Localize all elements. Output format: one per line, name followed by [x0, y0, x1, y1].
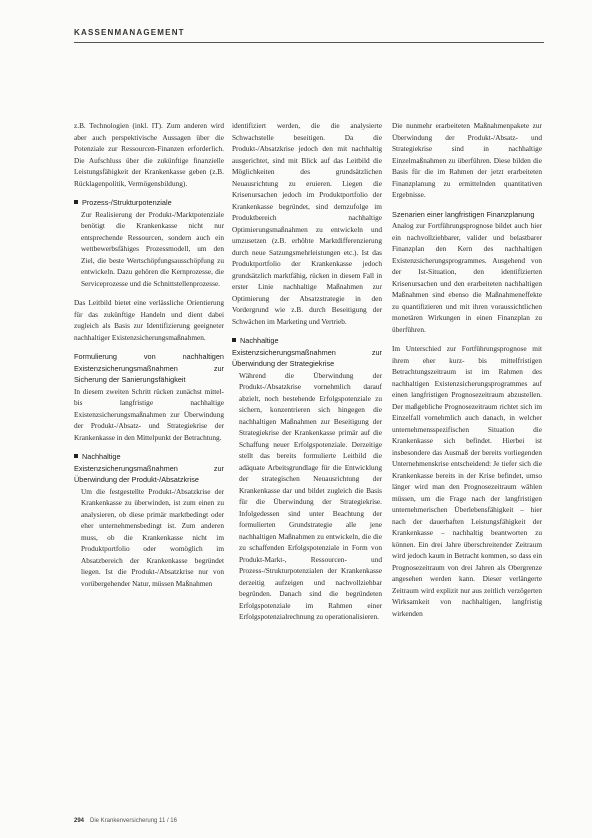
bullet-item	[74, 197, 224, 289]
bullet-item	[232, 335, 382, 623]
paragraph: Analog zur Fortführungsprognose bildet auch hier ein nachvollziehbarer, valider und belastbarer Finanzplan den Kern des nachhaltigen Existenzsicherungsprogrammes. Ausgehend von der Ist-Situation, den identifizierten Krisenursachen und den erarbeiteten nachhaltigen Maßnahmen sind ebenso die Maßnahmeneffekte zu quantifizieren und mit ihren voraussichtlichen monetären Wirkungen in einen Finanzplan zu überführen.	[392, 221, 542, 334]
bullet-title: Prozess-/Strukturpotenziale	[82, 198, 172, 207]
paragraph: Die nunmehr erarbeiteten Maßnahmenpakete zur Überwindung der Produkt-/Absatz- und Strategiekrise sind in nachhaltige Einzelmaßnahmen zu überführen. Diese bilden die Basis für die im Rahmen der jetzt erarbeiteten Finanzplanung zu ermittelnden quantitativen Ergebnisse.	[392, 121, 542, 199]
paragraph: Das Leitbild bietet eine verlässliche Orientierung für das zukünftige Handeln und dient dabei zugleich als Basis zur Identifizierung geeigneter nachhaltiger Existenzsicherungsmaßnahmen.	[74, 298, 224, 342]
subheading: Szenarien einer langfristigen Finanzplanung	[392, 209, 535, 219]
column-1	[74, 120, 224, 810]
page-number: 294	[74, 818, 85, 824]
column-3	[392, 120, 542, 810]
page-footer	[74, 818, 177, 824]
section-title: KASSENMANAGEMENT	[74, 28, 185, 37]
column-2	[232, 120, 382, 810]
bullet-title: Nachhaltige Existenzsicherungsmaßnahmen zur Überwindung der Strategiekrise	[232, 336, 382, 368]
bullet-text: Zur Realisierung der Produkt-/Marktpotenziale benötigt die Krankenkasse nicht nur entsprechende Ressourcen, sondern auch ein wettbewerbsfähiges Prozessmodell, um den Ziel, die beste Wertschöpfungsausschöpfung zu entwickeln. Dazu gehören die Kernprozesse, die Serviceprozesse und die Schnittstellenprozesse.	[81, 209, 224, 288]
page-header	[74, 28, 544, 43]
journal-name: Die Krankenversicherung 11 / 16	[90, 818, 177, 824]
bullet-title: Nachhaltige Existenzsicherungsmaßnahmen zur Überwindung der Produkt-/Absatzkrise	[74, 452, 224, 484]
paragraph: Im Unterschied zur Fortführungsprognose mit ihrem eher kurz- bis mittelfristigen Betrachtungszeitraum ist im Rahmen des nachhaltigen Existenzsicherungsprogrammes auf einen langfristigen Prognosezeitraum abzustellen. Der maßgebliche Prognosezeitraum richtet sich im Einzelfall vornehmlich auch danach, in welcher unternehmensspezifischen Situation die Krankenkasse sich befindet. Hierbei ist insbesondere das Ausmaß der bereits vorliegenden Unternehmenskrise entscheidend: Je tiefer sich die Krankenkasse bereits in der Krise befindet, umso länger wird man den Prognosezeitraum wählen müssen, um die Frage nach der langfristigen unternehmerischen Überlebensfähigkeit – hier nach der dauerhaften Leistungsfähigkeit der Krankenkasse – nachhaltig beantworten zu können. Ein drei Jahre überschreitender Zeitraum wird jedoch kaum in Betracht kommen, so dass ein Prognosezeitraum von drei Jahren als Obergrenze angesehen werden kann. Dieser verlängerte Zeitraum wird explizit nur aus zeitlich verzögerten Wirksamkeit von nachhaltigen, langfristig wirkenden	[392, 344, 542, 618]
paragraph: In diesem zweiten Schritt rücken zunächst mittel- bis langfristige nachhaltige Existenzsicherungsmaßnahmen zur Überwindung der Produkt-/Absatz- und Strategiekrise der Krankenkasse in den Mittelpunkt der Betrachtung.	[74, 386, 224, 442]
paragraph: identifiziert werden, die die analysierte Schwachstelle beseitigen. Da die Produkt-/Absatzkrise jedoch den mit nachhaltig ausgerichtet, sind mit Blick auf das Leitbild die Möglichkeiten des grundsätzlichen Neuausrichtung zu eruieren. Liegen die Krisenursachen jedoch im Produktportfolio der Krankenkasse begründet, sind demzufolge im Produktbereich nachhaltige Optimierungsmaßnahmen zu entwickeln und umzusetzen (z.B. erhöhte Marktdifferenzierung durch neue Satzungsmehrleistungen etc.). Ist das Produktportfolio der Krankenkasse jedoch grundsätzlich marktfähig, rücken in diesem Fall in erster Linie nachhaltige Maßnahmen zur Optimierung der Absatzstrategie in den Vordergrund wie z.B. durch Beseitigung der Schwächen im Marketing und Vertrieb.	[232, 121, 382, 326]
bullet-text: Um die festgestellte Produkt-/Absatzkrise der Krankenkasse zu überwinden, ist zum einen zu analysieren, ob diese primär marktbedingt oder eher unternehmensbedingt ist. Zum anderen muss, ob die Krankenkasse nicht im Produktportfolio oder womöglich im Absatzbereich der Krankenkasse begründet liegen. Ist die Produkt-/Absatzkrise nur von vorübergehender Natur, müssen Maßnahmen	[81, 486, 224, 588]
subheading: Formulierung von nachhaltigen Existenzsicherungsmaßnahmen zur Sicherung der Sanierungsfähigkeit	[74, 352, 224, 384]
header-rule	[74, 42, 544, 43]
bullet-item	[74, 451, 224, 589]
bullet-square-icon	[232, 338, 236, 342]
bullet-square-icon	[74, 454, 78, 458]
paragraph: z.B. Technologien (inkl. IT). Zum anderen wird aber auch perspektivische Aussagen über die Potenziale zur Ressourcen-Finanzen erforderlich. Die Aufschluss über die zukünftige finanzielle Leistungsfähigkeit der Krankenkasse geben (z.B. Rücklagenpolitik, Vermögensbildung).	[74, 121, 224, 188]
bullet-text: Während die Überwindung der Produkt-/Absatzkrise vornehmlich darauf abzielt, noch bestehende Erfolgspotenziale zu sichern, konzentrieren sich hingegen die nachhaltigen Maßnahmen zur Beseitigung der Strategiekrise der Krankenkasse primär auf die Schaffung neuer Erfolgspotenziale. Derzeitige stellt das bereits formulierte Leitbild die adäquate Arbeitsgrundlage für die Entwicklung der strategischen Neuausrichtung der Krankenkasse dar und bildet zugleich die Basis für die Überwindung der Strategiekrise. Infolgedessen sind unter Beachtung der formulierten Grundstrategie alle jene nachhaltigen Maßnahmen zu entwickeln, die die zu schaffenden Erfolgspotenziale in Form von Produkt-Markt-, Ressourcen- und Prozess-/Strukturpotenzialen der Krankenkasse derzeitig aufzeigen und nachvollziehbar begründen. Danach sind die begründeten Erfolgspotenziale im Rahmen einer Erfolgspotenzialrechnung zu operationalisieren.	[239, 370, 382, 621]
bullet-square-icon	[74, 200, 78, 204]
